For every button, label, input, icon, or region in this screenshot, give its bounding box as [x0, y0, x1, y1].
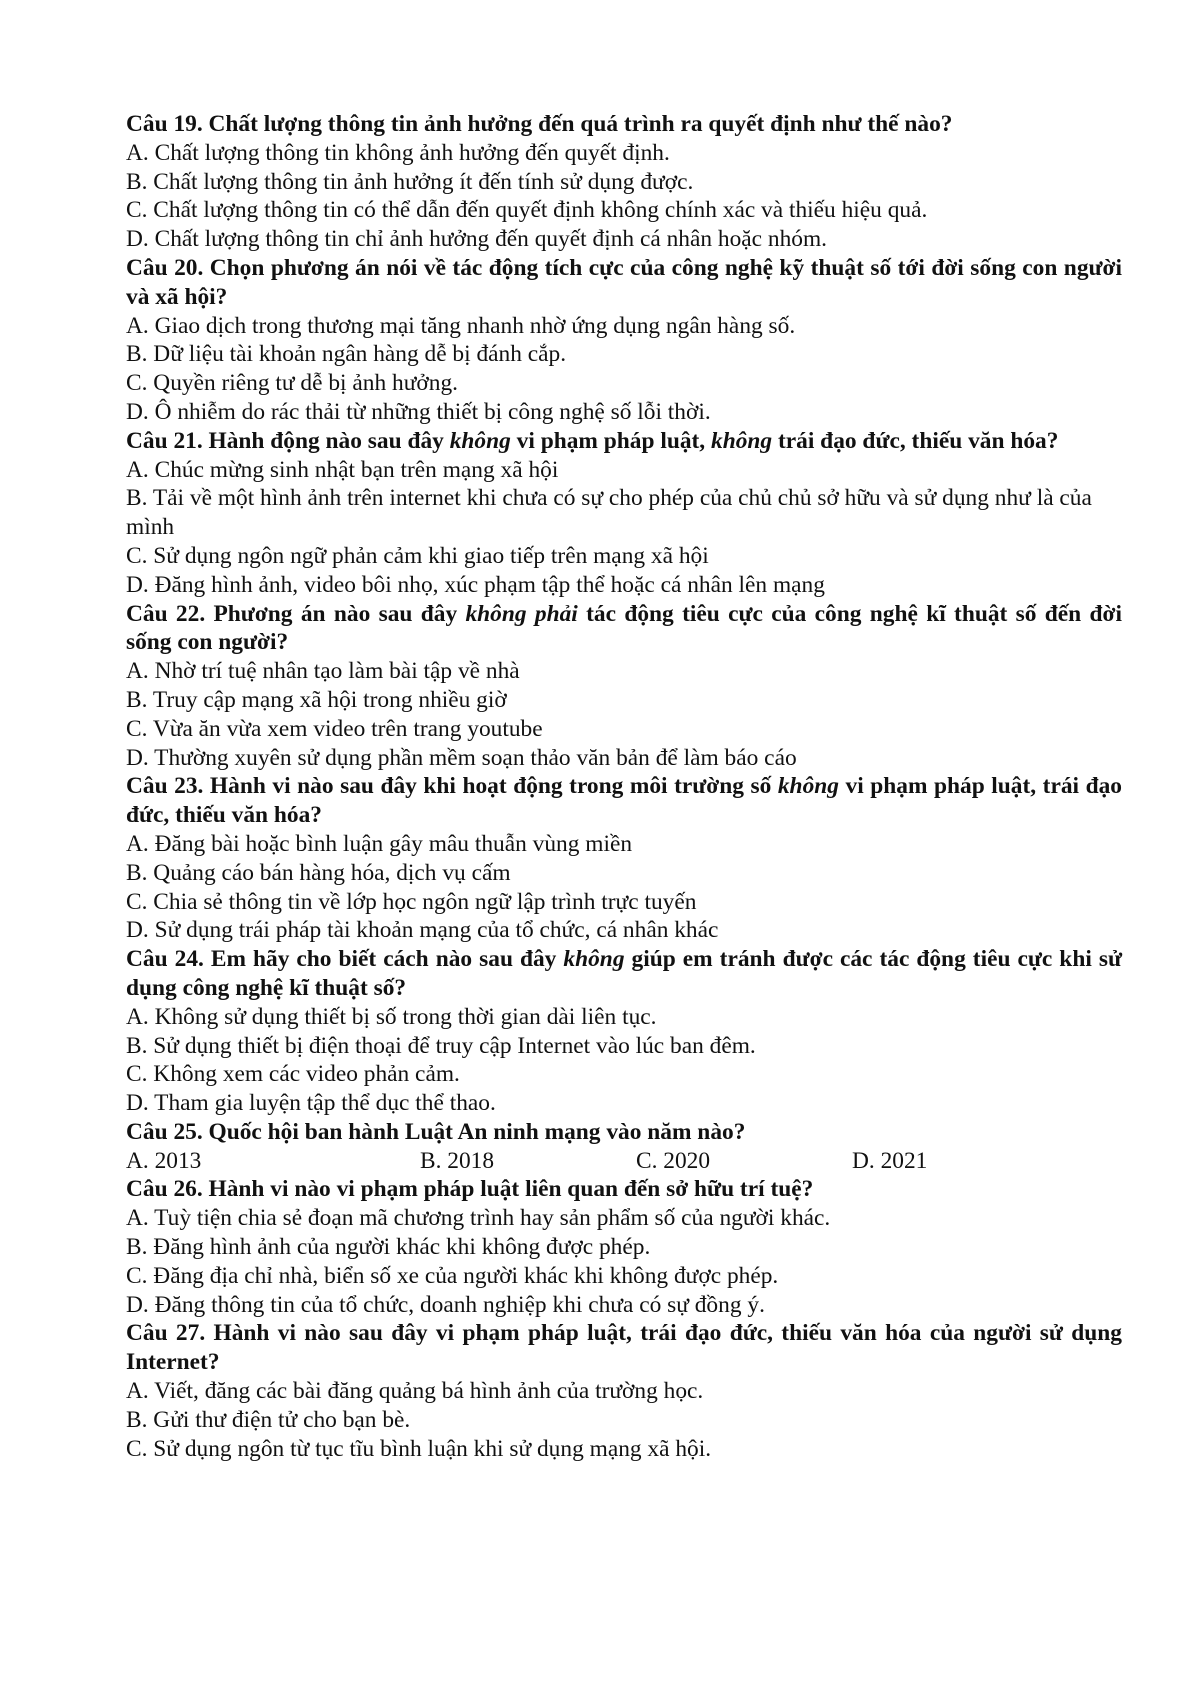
answer-option: A. Không sử dụng thiết bị số trong thời gian dài liên tục.	[126, 1003, 657, 1030]
question-stem	[126, 1175, 1122, 1204]
stem-text: Câu 20. Chọn phương án nói về tác động tích cực của công nghệ kỹ thuật số tới đời sống con người và xã hội?	[126, 254, 1122, 310]
question-stem	[126, 427, 1122, 456]
question-q19	[126, 110, 1122, 254]
stem-text: Câu 21. Hành động nào sau đây	[126, 427, 450, 454]
answer-option: C. Chia sẻ thông tin về lớp học ngôn ngữ lập trình trực tuyến	[126, 888, 697, 915]
answer-option: C. Quyền riêng tư dễ bị ảnh hưởng.	[126, 370, 459, 397]
question-q27	[126, 1319, 1122, 1463]
answer-option: D. Sử dụng trái pháp tài khoản mạng của tổ chức, cá nhân khác	[126, 917, 719, 944]
answer-option: B. Truy cập mạng xã hội trong nhiều giờ	[126, 686, 507, 713]
question-q20	[126, 254, 1122, 427]
question-stem	[126, 1319, 1122, 1377]
answer-option: C. Sử dụng ngôn ngữ phản cảm khi giao tiếp trên mạng xã hội	[126, 542, 709, 569]
stem-text: Câu 26. Hành vi nào vi phạm pháp luật liên quan đến sở hữu trí tuệ?	[126, 1176, 814, 1203]
answer-option: B. Tải về một hình ảnh trên internet khi chưa có sự cho phép của chủ chủ sở hữu và sử dụng như là của mình	[126, 485, 1092, 541]
stem-text: tác động tiêu cực của công nghệ kĩ thuật số đến đời sống con người?	[126, 600, 1122, 656]
question-stem	[126, 945, 1122, 1003]
answer-option: B. 2018	[420, 1147, 495, 1174]
answer-option: C. Vừa ăn vừa xem video trên trang youtube	[126, 715, 543, 742]
answer-option: C. Chất lượng thông tin có thể dẫn đến quyết định không chính xác và thiếu hiệu quả.	[126, 197, 928, 224]
answer-option: B. Dữ liệu tài khoản ngân hàng dễ bị đánh cắp.	[126, 341, 567, 368]
stem-text: vi phạm pháp luật,	[510, 427, 712, 454]
answer-option: C. Không xem các video phản cảm.	[126, 1061, 460, 1088]
question-stem	[126, 772, 1122, 830]
stem-text: trái đạo đức, thiếu văn hóa?	[772, 427, 1059, 454]
question-stem	[126, 110, 1122, 139]
question-stem	[126, 600, 1122, 658]
answer-option: D. Ô nhiễm do rác thải từ những thiết bị công nghệ số lỗi thời.	[126, 398, 711, 425]
answer-option: A. Chất lượng thông tin không ảnh hưởng đến quyết định.	[126, 139, 670, 166]
answer-option: A. Tuỳ tiện chia sẻ đoạn mã chương trình hay sản phẩm số của người khác.	[126, 1205, 831, 1232]
question-list	[126, 110, 1122, 1463]
stem-text: Câu 19. Chất lượng thông tin ảnh hưởng đến quá trình ra quyết định như thế nào?	[126, 111, 953, 137]
stem-text: Câu 22. Phương án nào sau đây	[126, 600, 466, 627]
stem-text: Câu 25. Quốc hội ban hành Luật An ninh mạng vào năm nào?	[126, 1118, 746, 1145]
question-q25	[126, 1118, 1122, 1176]
answer-option: D. 2021	[852, 1147, 928, 1174]
answer-options-row	[126, 1147, 1122, 1176]
emphasized-text: không phải	[465, 600, 578, 627]
answer-option: D. Thường xuyên sử dụng phần mềm soạn thảo văn bản để làm báo cáo	[126, 744, 797, 771]
answer-option: B. Chất lượng thông tin ảnh hưởng ít đến tính sử dụng được.	[126, 168, 694, 195]
answer-option: A. Nhờ trí tuệ nhân tạo làm bài tập về nhà	[126, 658, 520, 685]
stem-text: Câu 27. Hành vi nào sau đây vi phạm pháp luật, trái đạo đức, thiếu văn hóa của người sử dụng Internet?	[126, 1320, 1122, 1376]
answer-option: A. Giao dịch trong thương mại tăng nhanh nhờ ứng dụng ngân hàng số.	[126, 312, 796, 339]
question-stem	[126, 254, 1122, 312]
question-q21	[126, 427, 1122, 600]
answer-option: A. Viết, đăng các bài đăng quảng bá hình ảnh của trường học.	[126, 1378, 704, 1405]
question-q24	[126, 945, 1122, 1118]
answer-option: B. Đăng hình ảnh của người khác khi không được phép.	[126, 1234, 651, 1261]
emphasized-text: không	[777, 773, 839, 800]
stem-text: giúp em tránh được các tác động tiêu cực khi sử dụng công nghệ kĩ thuật số?	[126, 946, 1122, 1001]
answer-option: D. Chất lượng thông tin chỉ ảnh hưởng đến quyết định cá nhân hoặc nhóm.	[126, 226, 828, 253]
emphasized-text: không	[449, 427, 511, 454]
question-q22	[126, 600, 1122, 773]
answer-option: C. Sử dụng ngôn từ tục tĩu bình luận khi sử dụng mạng xã hội.	[126, 1435, 712, 1462]
emphasized-text: không	[711, 427, 773, 454]
answer-option: D. Tham gia luyện tập thể dục thể thao.	[126, 1090, 496, 1117]
stem-text: vi phạm pháp luật, trái đạo đức, thiếu văn hóa?	[126, 773, 1122, 829]
answer-option: A. 2013	[126, 1147, 202, 1174]
answer-option: A. Chúc mừng sinh nhật bạn trên mạng xã hội	[126, 456, 559, 483]
question-q26	[126, 1175, 1122, 1319]
answer-option: D. Đăng thông tin của tổ chức, doanh nghiệp khi chưa có sự đồng ý.	[126, 1291, 765, 1318]
stem-text: Câu 23. Hành vi nào sau đây khi hoạt động trong môi trường số	[126, 773, 778, 800]
question-q23	[126, 772, 1122, 945]
answer-option: B. Quảng cáo bán hàng hóa, dịch vụ cấm	[126, 859, 511, 886]
answer-option: D. Đăng hình ảnh, video bôi nhọ, xúc phạm tập thể hoặc cá nhân lên mạng	[126, 571, 825, 598]
answer-option: C. 2020	[636, 1147, 711, 1174]
answer-option: B. Gửi thư điện tử cho bạn bè.	[126, 1406, 411, 1433]
answer-option: B. Sử dụng thiết bị điện thoại để truy cập Internet vào lúc ban đêm.	[126, 1032, 756, 1059]
answer-option: C. Đăng địa chỉ nhà, biển số xe của người khác khi không được phép.	[126, 1262, 779, 1289]
stem-text: Câu 24. Em hãy cho biết cách nào sau đây	[126, 946, 564, 973]
answer-option: A. Đăng bài hoặc bình luận gây mâu thuẫn vùng miền	[126, 830, 633, 857]
emphasized-text: không	[563, 946, 625, 973]
question-stem	[126, 1118, 1122, 1147]
